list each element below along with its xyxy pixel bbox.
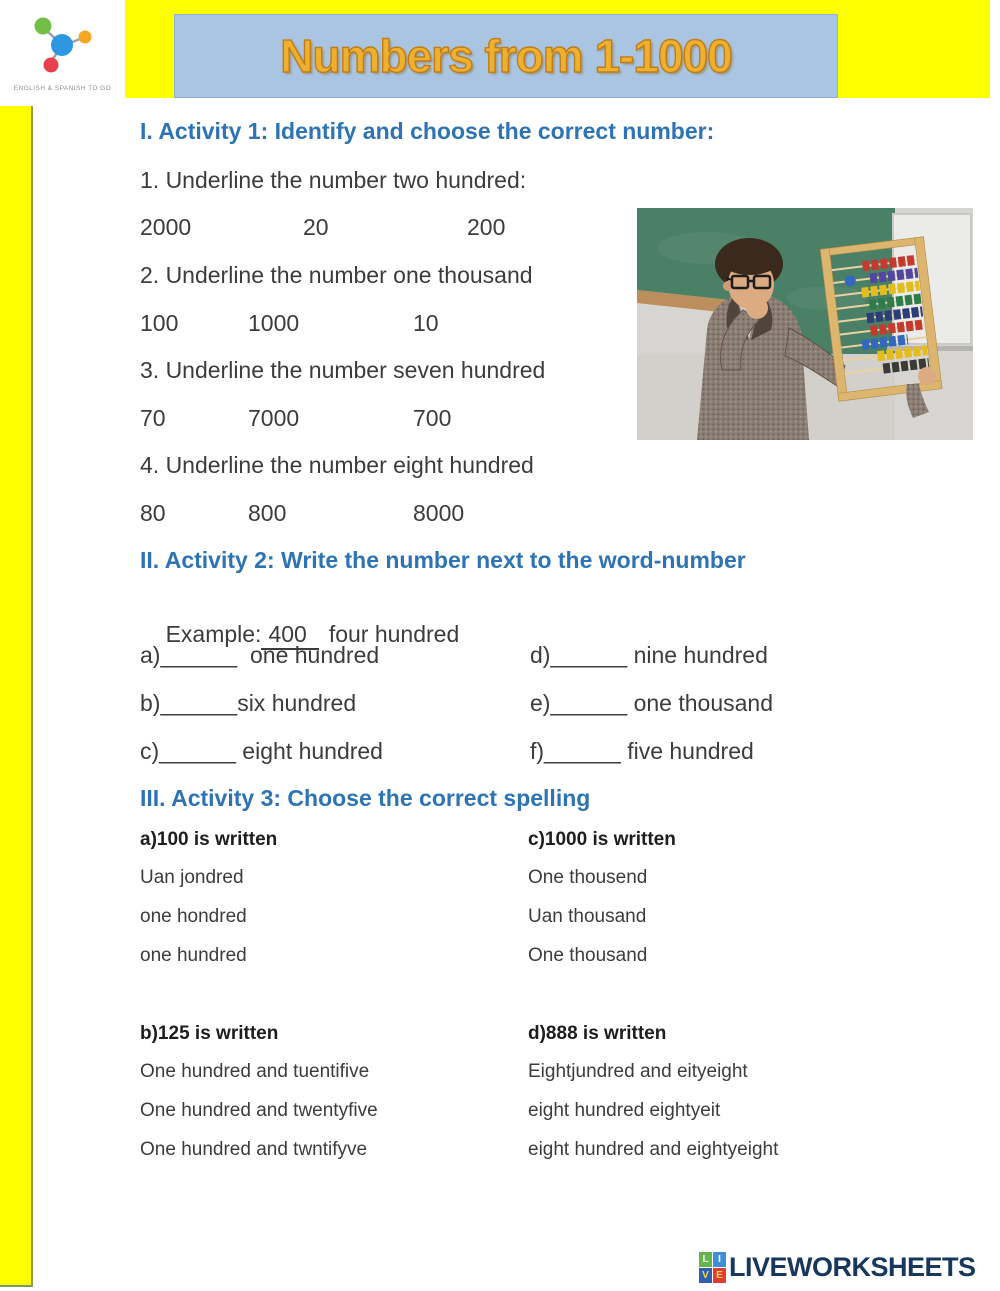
spelling-option[interactable]: One thousend [528, 867, 648, 888]
spelling-block-title: b)125 is written [140, 1023, 279, 1044]
spelling-option[interactable]: One hundred and twentyfive [140, 1100, 378, 1121]
spelling-block-a [140, 829, 277, 984]
tile-letter: I [713, 1252, 726, 1267]
fill-blank-item-b[interactable]: b)______six hundred [140, 690, 357, 716]
spelling-option[interactable]: One hundred and twntifyve [140, 1139, 368, 1160]
spelling-block-b [140, 1023, 378, 1178]
activity1-heading: I. Activity 1: Identify and choose the correct number: [140, 118, 715, 144]
number-option[interactable]: 8000 [413, 500, 465, 526]
number-option[interactable]: 2000 [140, 214, 192, 240]
activity1-prompt-4: 4. Underline the number eight hundred [140, 452, 534, 478]
spelling-option[interactable]: One thousand [528, 945, 648, 966]
number-option[interactable]: 700 [413, 405, 452, 431]
publisher-logo [0, 0, 125, 106]
left-yellow-strip [0, 106, 33, 1287]
liveworksheets-tiles-icon [699, 1252, 726, 1283]
activity1-prompt-3: 3. Underline the number seven hundred [140, 357, 546, 383]
activity1-options-row-1 [140, 214, 680, 241]
spelling-block-d [528, 1023, 778, 1178]
photo-boy-with-abacus [637, 208, 973, 440]
number-option[interactable]: 10 [413, 310, 439, 336]
number-option[interactable]: 800 [248, 500, 287, 526]
activity1-options-row-4 [140, 500, 620, 527]
number-option[interactable]: 80 [140, 500, 166, 526]
activity1-prompt-1: 1. Underline the number two hundred: [140, 167, 527, 193]
number-option[interactable]: 20 [303, 214, 329, 240]
spelling-option[interactable]: One hundred and tuentifive [140, 1061, 370, 1082]
spelling-option[interactable]: one hondred [140, 906, 247, 927]
spelling-option[interactable]: eight hundred and eightyeight [528, 1139, 779, 1160]
fill-blank-item-e[interactable]: e)______ one thousand [530, 690, 773, 716]
number-option[interactable]: 70 [140, 405, 166, 431]
publisher-logo-caption: ENGLISH & SPANISH TO GO [13, 85, 112, 92]
fill-blank-item-d[interactable]: d)______ nine hundred [530, 642, 768, 668]
number-option[interactable]: 100 [140, 310, 179, 336]
number-option[interactable]: 7000 [248, 405, 300, 431]
spelling-option[interactable]: Uan jondred [140, 867, 244, 888]
activity1-options-row-3 [140, 405, 620, 432]
tile-letter: L [699, 1252, 712, 1267]
tile-letter: E [713, 1268, 726, 1283]
fill-blank-item-f[interactable]: f)______ five hundred [530, 738, 754, 764]
spelling-block-title: c)1000 is written [528, 829, 676, 850]
spelling-block-title: d)888 is written [528, 1023, 667, 1044]
spelling-option[interactable]: one hundred [140, 945, 247, 966]
activity2-heading: II. Activity 2: Write the number next to the word-number [140, 547, 746, 573]
worksheet-title-box [174, 14, 838, 98]
spelling-block-c [528, 829, 676, 984]
molecule-logo-icon [0, 0, 125, 78]
tile-letter: V [699, 1268, 712, 1283]
liveworksheets-wordmark: LIVEWORKSHEETS [729, 1252, 976, 1282]
number-option[interactable]: 1000 [248, 310, 300, 336]
spelling-option[interactable]: Eightjundred and eityeight [528, 1061, 748, 1082]
number-option[interactable]: 200 [467, 214, 506, 240]
activity1-options-row-2 [140, 310, 620, 337]
fill-blank-item-a[interactable]: a)______ one hundred [140, 642, 380, 668]
worksheet-title: Numbers from 1-1000 [280, 30, 732, 82]
spelling-option[interactable]: eight hundred eightyeit [528, 1100, 721, 1121]
example-number: 400 [261, 621, 318, 650]
activity1-prompt-2: 2. Underline the number one thousand [140, 262, 533, 288]
liveworksheets-logo[interactable] [699, 1252, 976, 1283]
example-text: four hundred [328, 621, 460, 647]
spelling-block-title: a)100 is written [140, 829, 278, 850]
activity3-heading: III. Activity 3: Choose the correct spelling [140, 785, 591, 811]
example-label: Example: [165, 621, 262, 647]
spelling-option[interactable]: Uan thousand [528, 906, 647, 927]
fill-blank-item-c[interactable]: c)______ eight hundred [140, 738, 383, 764]
